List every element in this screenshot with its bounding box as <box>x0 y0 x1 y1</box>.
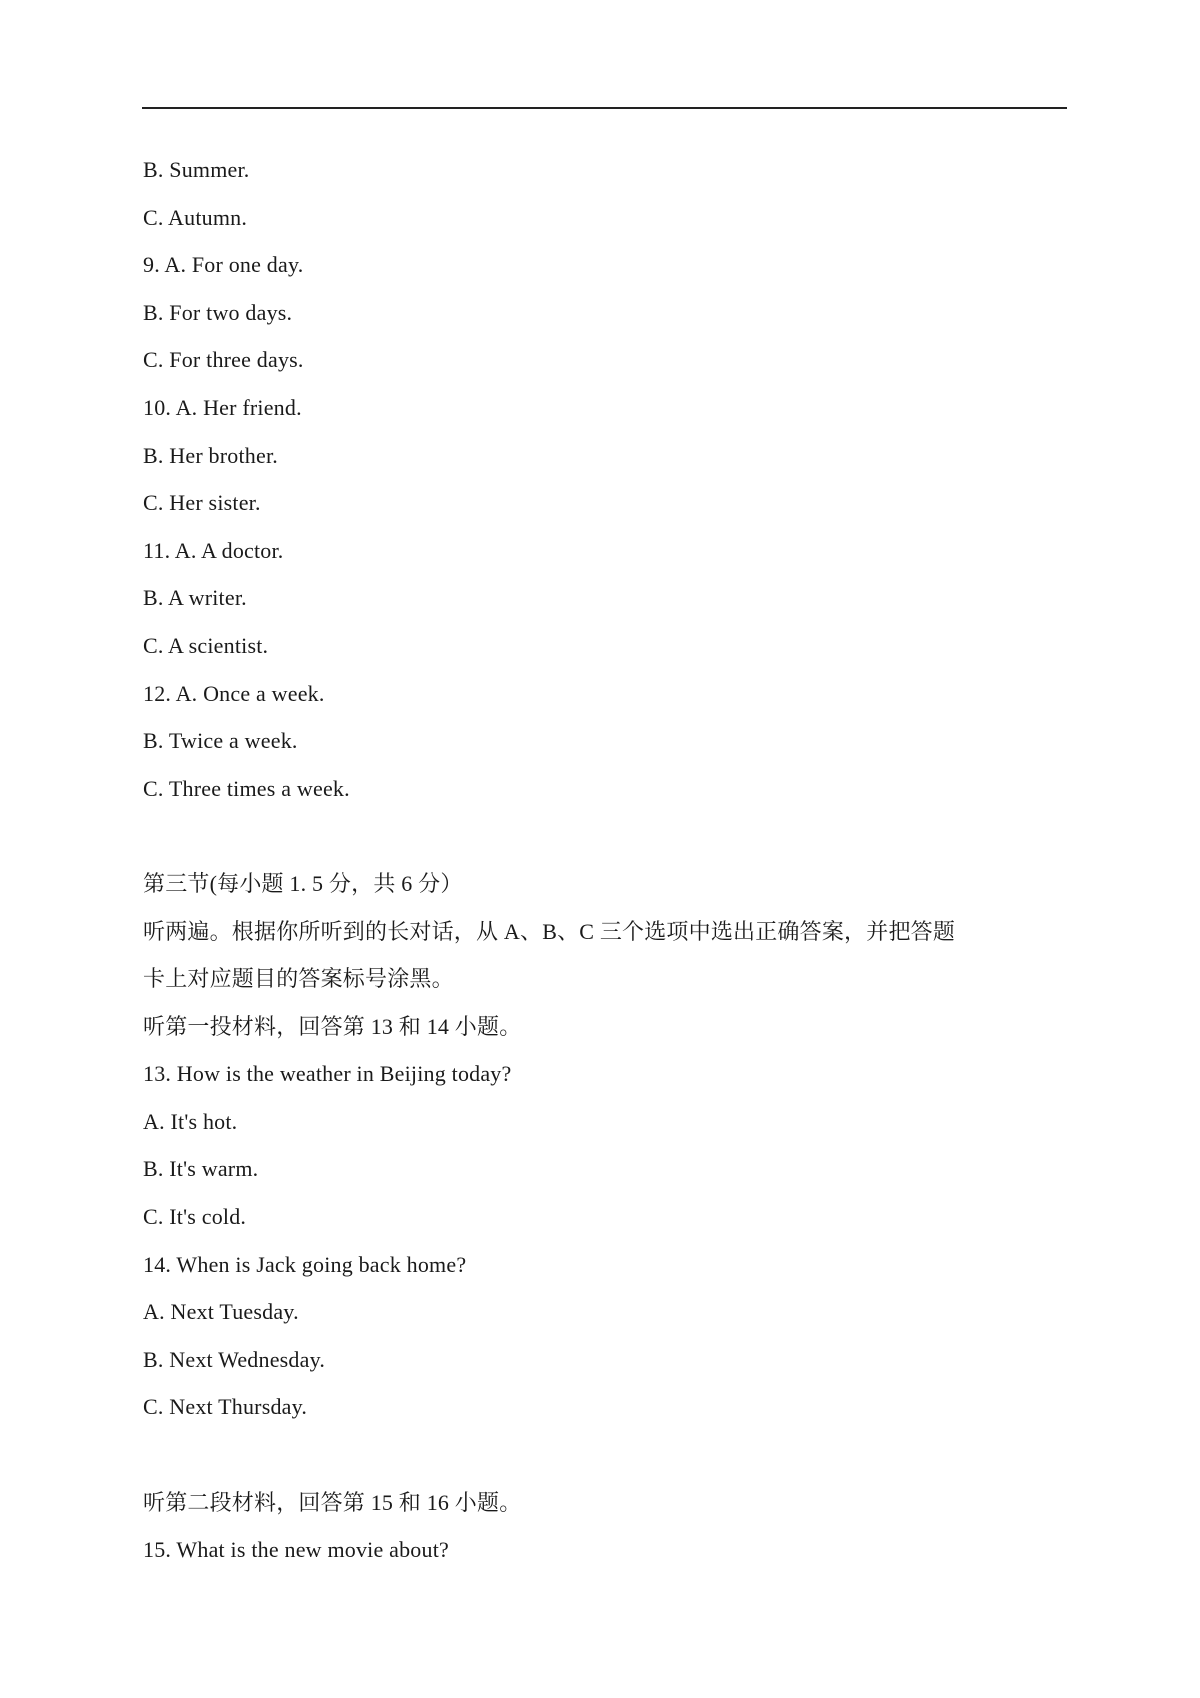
option-line: C. Next Thursday. <box>143 1394 308 1420</box>
header-rule <box>142 107 1067 109</box>
text-line: C. Three times a week. <box>143 775 350 801</box>
blank-line <box>143 812 1073 860</box>
instruction-line: 卡上对应题目的答案标号涂黑。 <box>143 966 454 992</box>
text-line: 12. A. Once a week. <box>143 680 325 706</box>
instruction-line: 听两遍。根据你所听到的长对话，从 A、B、C 三个选项中选出正确答案，并把答题 <box>143 918 956 944</box>
option-line: C. It's cold. <box>143 1204 247 1230</box>
material-heading: 听第二段材料，回答第 15 和 16 小题。 <box>143 1489 522 1515</box>
option-line: A. Next Tuesday. <box>143 1299 299 1325</box>
option-line: B. It's warm. <box>143 1156 259 1182</box>
question-line: 15. What is the new movie about? <box>143 1537 449 1563</box>
option-line: B. Next Wednesday. <box>143 1346 326 1372</box>
document-content <box>143 146 1073 1574</box>
text-line: C. Her sister. <box>143 490 261 516</box>
text-line: B. Twice a week. <box>143 728 298 754</box>
question-line: 13. How is the weather in Beijing today? <box>143 1061 512 1087</box>
text-line: B. A writer. <box>143 585 247 611</box>
text-line: B. Summer. <box>143 157 250 182</box>
blank-line <box>143 1431 1073 1479</box>
text-line: C. Autumn. <box>143 204 248 230</box>
material-heading: 听第一投材料，回答第 13 和 14 小题。 <box>143 1013 522 1039</box>
question-line: 14. When is Jack going back home? <box>143 1251 467 1277</box>
text-line: 9. A. For one day. <box>143 252 304 278</box>
text-line: C. A scientist. <box>143 632 269 658</box>
text-line: C. For three days. <box>143 347 304 373</box>
text-line: B. For two days. <box>143 299 293 325</box>
text-line: 11. A. A doctor. <box>143 537 284 563</box>
section-heading: 第三节(每小题 1. 5 分，共 6 分） <box>143 870 463 896</box>
text-line: B. Her brother. <box>143 442 278 468</box>
text-line: 10. A. Her friend. <box>143 394 302 420</box>
option-line: A. It's hot. <box>143 1108 238 1134</box>
